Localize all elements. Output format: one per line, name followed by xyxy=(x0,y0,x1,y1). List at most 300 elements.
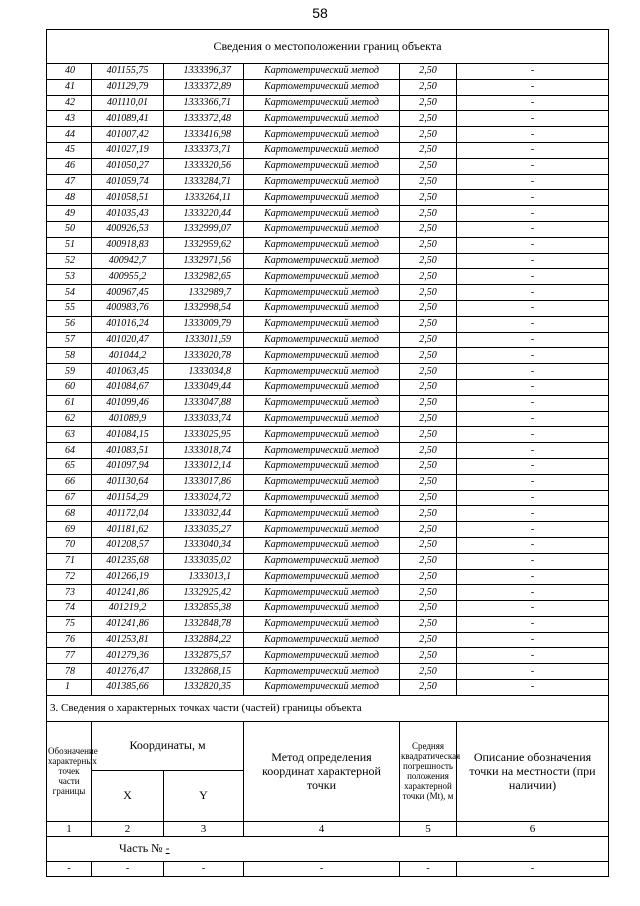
accuracy-cell: 2,50 xyxy=(400,680,457,696)
coord-y: 1333366,71 xyxy=(164,95,244,111)
description-cell: - xyxy=(457,664,609,680)
column-number: 2 xyxy=(92,821,164,836)
method-cell: Картометрический метод xyxy=(244,648,400,664)
point-number: 74 xyxy=(47,601,92,617)
coord-x: 401059,74 xyxy=(92,174,164,190)
accuracy-cell: 2,50 xyxy=(400,490,457,506)
accuracy-cell: 2,50 xyxy=(400,158,457,174)
header-method: Метод определения координат характерной точки xyxy=(244,721,400,821)
accuracy-cell: 2,50 xyxy=(400,616,457,632)
table-row xyxy=(47,269,609,285)
coord-y: 1332848,78 xyxy=(164,616,244,632)
accuracy-cell: 2,50 xyxy=(400,601,457,617)
description-cell: - xyxy=(457,632,609,648)
description-cell: - xyxy=(457,300,609,316)
table-row xyxy=(47,142,609,158)
method-cell: Картометрический метод xyxy=(244,680,400,696)
description-cell: - xyxy=(457,379,609,395)
description-cell: - xyxy=(457,285,609,301)
point-number: 41 xyxy=(47,79,92,95)
coord-x: 401110,01 xyxy=(92,95,164,111)
table-row xyxy=(47,616,609,632)
coord-x: 401027,19 xyxy=(92,142,164,158)
coord-y: 1333024,72 xyxy=(164,490,244,506)
coord-x: 401089,9 xyxy=(92,411,164,427)
point-number: 49 xyxy=(47,206,92,222)
coord-y: 1332875,57 xyxy=(164,648,244,664)
coord-x: 401208,57 xyxy=(92,537,164,553)
table-row xyxy=(47,316,609,332)
coord-y: 1333396,37 xyxy=(164,64,244,80)
point-number: 67 xyxy=(47,490,92,506)
point-number: 43 xyxy=(47,111,92,127)
method-cell: Картометрический метод xyxy=(244,79,400,95)
coord-y: 1332925,42 xyxy=(164,585,244,601)
section3-title-row xyxy=(47,695,609,721)
coord-y: 1333035,02 xyxy=(164,553,244,569)
coord-y: 1333020,78 xyxy=(164,348,244,364)
page-number: 58 xyxy=(312,5,328,21)
coord-y: 1333373,71 xyxy=(164,142,244,158)
table-row xyxy=(47,395,609,411)
point-number: 58 xyxy=(47,348,92,364)
coord-y: 1332855,38 xyxy=(164,601,244,617)
method-cell: Картометрический метод xyxy=(244,395,400,411)
point-number: 63 xyxy=(47,427,92,443)
coord-x: 401172,04 xyxy=(92,506,164,522)
accuracy-cell: 2,50 xyxy=(400,348,457,364)
accuracy-cell: 2,50 xyxy=(400,79,457,95)
table-row xyxy=(47,664,609,680)
description-cell: - xyxy=(457,269,609,285)
method-cell: Картометрический метод xyxy=(244,127,400,143)
table-row xyxy=(47,332,609,348)
method-cell: Картометрический метод xyxy=(244,443,400,459)
method-cell: Картометрический метод xyxy=(244,632,400,648)
coord-x: 401130,64 xyxy=(92,474,164,490)
coord-x: 401241,86 xyxy=(92,616,164,632)
description-cell: - xyxy=(457,601,609,617)
description-cell: - xyxy=(457,522,609,538)
point-number: 62 xyxy=(47,411,92,427)
accuracy-cell: 2,50 xyxy=(400,585,457,601)
point-number: 46 xyxy=(47,158,92,174)
description-cell: - xyxy=(457,537,609,553)
coord-x: 401044,2 xyxy=(92,348,164,364)
accuracy-cell: 2,50 xyxy=(400,237,457,253)
point-number: 45 xyxy=(47,142,92,158)
description-cell: - xyxy=(457,111,609,127)
table-row xyxy=(47,237,609,253)
description-cell: - xyxy=(457,158,609,174)
coord-x: 400967,45 xyxy=(92,285,164,301)
coord-x: 401035,43 xyxy=(92,206,164,222)
part-row xyxy=(47,836,609,861)
method-cell: Картометрический метод xyxy=(244,269,400,285)
description-cell: - xyxy=(457,569,609,585)
method-cell: Картометрический метод xyxy=(244,158,400,174)
point-number: 60 xyxy=(47,379,92,395)
coord-y: 1333320,56 xyxy=(164,158,244,174)
dash-cell: - xyxy=(164,861,244,876)
accuracy-cell: 2,50 xyxy=(400,190,457,206)
table-row xyxy=(47,648,609,664)
table-row xyxy=(47,300,609,316)
accuracy-cell: 2,50 xyxy=(400,364,457,380)
coord-x: 401385,66 xyxy=(92,680,164,696)
coord-y: 1333009,79 xyxy=(164,316,244,332)
description-cell: - xyxy=(457,142,609,158)
dash-cell: - xyxy=(244,861,400,876)
dash-cell: - xyxy=(457,861,609,876)
method-cell: Картометрический метод xyxy=(244,348,400,364)
coord-y: 1333264,11 xyxy=(164,190,244,206)
point-number: 53 xyxy=(47,269,92,285)
table-row xyxy=(47,427,609,443)
table-row xyxy=(47,64,609,80)
method-cell: Картометрический метод xyxy=(244,411,400,427)
accuracy-cell: 2,50 xyxy=(400,127,457,143)
table-row xyxy=(47,458,609,474)
point-number: 48 xyxy=(47,190,92,206)
column-number: 3 xyxy=(164,821,244,836)
table-row xyxy=(47,364,609,380)
header-x: X xyxy=(92,770,164,821)
accuracy-cell: 2,50 xyxy=(400,206,457,222)
coord-y: 1332989,7 xyxy=(164,285,244,301)
method-cell: Картометрический метод xyxy=(244,174,400,190)
coord-y: 1333017,86 xyxy=(164,474,244,490)
coord-x: 400983,76 xyxy=(92,300,164,316)
accuracy-cell: 2,50 xyxy=(400,174,457,190)
description-cell: - xyxy=(457,474,609,490)
point-number: 40 xyxy=(47,64,92,80)
point-number: 68 xyxy=(47,506,92,522)
description-cell: - xyxy=(457,506,609,522)
point-number: 57 xyxy=(47,332,92,348)
table-row xyxy=(47,379,609,395)
coord-x: 401097,94 xyxy=(92,458,164,474)
point-number: 42 xyxy=(47,95,92,111)
description-cell: - xyxy=(457,364,609,380)
table-row xyxy=(47,506,609,522)
accuracy-cell: 2,50 xyxy=(400,537,457,553)
table-row xyxy=(47,95,609,111)
table-row xyxy=(47,585,609,601)
point-number: 51 xyxy=(47,237,92,253)
coord-x: 401266,19 xyxy=(92,569,164,585)
point-number: 66 xyxy=(47,474,92,490)
method-cell: Картометрический метод xyxy=(244,569,400,585)
table-row xyxy=(47,553,609,569)
point-number: 75 xyxy=(47,616,92,632)
description-cell: - xyxy=(457,427,609,443)
coord-x: 400918,83 xyxy=(92,237,164,253)
header-description: Описание обозначения точки на местности (при наличии) xyxy=(457,721,609,821)
table-row xyxy=(47,348,609,364)
coord-y: 1333049,44 xyxy=(164,379,244,395)
table-title-row xyxy=(47,30,609,64)
coord-x: 401007,42 xyxy=(92,127,164,143)
table-row xyxy=(47,253,609,269)
description-cell: - xyxy=(457,490,609,506)
accuracy-cell: 2,50 xyxy=(400,379,457,395)
accuracy-cell: 2,50 xyxy=(400,427,457,443)
method-cell: Картометрический метод xyxy=(244,253,400,269)
section3-title: 3. Сведения о характерных точках части (частей) границы объекта xyxy=(47,695,609,721)
coord-x: 401020,47 xyxy=(92,332,164,348)
method-cell: Картометрический метод xyxy=(244,111,400,127)
coord-y: 1333032,44 xyxy=(164,506,244,522)
coord-y: 1333011,59 xyxy=(164,332,244,348)
coord-x: 401241,86 xyxy=(92,585,164,601)
header-y: Y xyxy=(164,770,244,821)
coord-x: 400926,53 xyxy=(92,221,164,237)
coord-y: 1333012,14 xyxy=(164,458,244,474)
table-row xyxy=(47,601,609,617)
part-label: Часть № xyxy=(119,841,163,856)
coord-x: 401276,47 xyxy=(92,664,164,680)
description-cell: - xyxy=(457,648,609,664)
description-cell: - xyxy=(457,127,609,143)
coord-x: 401084,67 xyxy=(92,379,164,395)
point-number: 69 xyxy=(47,522,92,538)
description-cell: - xyxy=(457,411,609,427)
table-row xyxy=(47,537,609,553)
accuracy-cell: 2,50 xyxy=(400,648,457,664)
point-number: 76 xyxy=(47,632,92,648)
coord-x: 401083,51 xyxy=(92,443,164,459)
coord-x: 401279,36 xyxy=(92,648,164,664)
description-cell: - xyxy=(457,553,609,569)
coord-y: 1333018,74 xyxy=(164,443,244,459)
accuracy-cell: 2,50 xyxy=(400,64,457,80)
table-row xyxy=(47,174,609,190)
coord-y: 1332959,62 xyxy=(164,237,244,253)
coord-y: 1333372,89 xyxy=(164,79,244,95)
accuracy-cell: 2,50 xyxy=(400,395,457,411)
method-cell: Картометрический метод xyxy=(244,142,400,158)
coord-y: 1333416,98 xyxy=(164,127,244,143)
accuracy-cell: 2,50 xyxy=(400,95,457,111)
accuracy-cell: 2,50 xyxy=(400,253,457,269)
table-row xyxy=(47,490,609,506)
header-coordinates: Координаты, м xyxy=(92,721,244,770)
description-cell: - xyxy=(457,253,609,269)
coord-x: 401016,24 xyxy=(92,316,164,332)
accuracy-cell: 2,50 xyxy=(400,506,457,522)
method-cell: Картометрический метод xyxy=(244,553,400,569)
column-number-row xyxy=(47,821,609,836)
point-number: 1 xyxy=(47,680,92,696)
description-cell: - xyxy=(457,616,609,632)
coord-y: 1332998,54 xyxy=(164,300,244,316)
column-number: 4 xyxy=(244,821,400,836)
boundary-table xyxy=(46,29,609,877)
table-row xyxy=(47,158,609,174)
coord-x: 401099,46 xyxy=(92,395,164,411)
coord-x: 401089,41 xyxy=(92,111,164,127)
coord-y: 1333040,34 xyxy=(164,537,244,553)
point-number: 64 xyxy=(47,443,92,459)
method-cell: Картометрический метод xyxy=(244,474,400,490)
description-cell: - xyxy=(457,79,609,95)
description-cell: - xyxy=(457,395,609,411)
coord-y: 1333372,48 xyxy=(164,111,244,127)
coord-x: 401050,27 xyxy=(92,158,164,174)
description-cell: - xyxy=(457,190,609,206)
coord-y: 1332820,35 xyxy=(164,680,244,696)
section3-header-row xyxy=(47,721,609,770)
table-row xyxy=(47,680,609,696)
table-row xyxy=(47,206,609,222)
method-cell: Картометрический метод xyxy=(244,458,400,474)
method-cell: Картометрический метод xyxy=(244,616,400,632)
description-cell: - xyxy=(457,237,609,253)
table-row xyxy=(47,111,609,127)
table-row xyxy=(47,221,609,237)
part-cell xyxy=(47,836,609,861)
table-row xyxy=(47,127,609,143)
coord-x: 401219,2 xyxy=(92,601,164,617)
accuracy-cell: 2,50 xyxy=(400,569,457,585)
method-cell: Картометрический метод xyxy=(244,506,400,522)
empty-part-row xyxy=(47,861,609,876)
description-cell: - xyxy=(457,174,609,190)
table-row xyxy=(47,569,609,585)
dash-cell: - xyxy=(47,861,92,876)
coord-y: 1333047,88 xyxy=(164,395,244,411)
point-number: 54 xyxy=(47,285,92,301)
coord-y: 1333284,71 xyxy=(164,174,244,190)
point-number: 47 xyxy=(47,174,92,190)
coord-y: 1332884,22 xyxy=(164,632,244,648)
coord-x: 400955,2 xyxy=(92,269,164,285)
coord-x: 401155,75 xyxy=(92,64,164,80)
accuracy-cell: 2,50 xyxy=(400,553,457,569)
point-number: 78 xyxy=(47,664,92,680)
dash-cell: - xyxy=(400,861,457,876)
coord-y: 1332868,15 xyxy=(164,664,244,680)
accuracy-cell: 2,50 xyxy=(400,285,457,301)
point-number: 61 xyxy=(47,395,92,411)
coord-x: 401129,79 xyxy=(92,79,164,95)
description-cell: - xyxy=(457,206,609,222)
table-row xyxy=(47,411,609,427)
point-number: 56 xyxy=(47,316,92,332)
table-row xyxy=(47,285,609,301)
method-cell: Картометрический метод xyxy=(244,601,400,617)
method-cell: Картометрический метод xyxy=(244,490,400,506)
table-row xyxy=(47,632,609,648)
coord-x: 401181,62 xyxy=(92,522,164,538)
accuracy-cell: 2,50 xyxy=(400,142,457,158)
column-number: 1 xyxy=(47,821,92,836)
accuracy-cell: 2,50 xyxy=(400,300,457,316)
method-cell: Картометрический метод xyxy=(244,190,400,206)
coord-y: 1333034,8 xyxy=(164,364,244,380)
table-title: Сведения о местоположении границ объекта xyxy=(47,30,609,64)
accuracy-cell: 2,50 xyxy=(400,111,457,127)
coord-x: 401235,68 xyxy=(92,553,164,569)
method-cell: Картометрический метод xyxy=(244,427,400,443)
point-number: 77 xyxy=(47,648,92,664)
accuracy-cell: 2,50 xyxy=(400,411,457,427)
method-cell: Картометрический метод xyxy=(244,64,400,80)
method-cell: Картометрический метод xyxy=(244,285,400,301)
method-cell: Картометрический метод xyxy=(244,379,400,395)
coord-y: 1333025,95 xyxy=(164,427,244,443)
table-row xyxy=(47,190,609,206)
method-cell: Картометрический метод xyxy=(244,537,400,553)
description-cell: - xyxy=(457,680,609,696)
description-cell: - xyxy=(457,585,609,601)
table-row xyxy=(47,79,609,95)
accuracy-cell: 2,50 xyxy=(400,269,457,285)
method-cell: Картометрический метод xyxy=(244,522,400,538)
description-cell: - xyxy=(457,458,609,474)
coord-y: 1333013,1 xyxy=(164,569,244,585)
point-number: 44 xyxy=(47,127,92,143)
description-cell: - xyxy=(457,95,609,111)
coord-x: 401084,15 xyxy=(92,427,164,443)
accuracy-cell: 2,50 xyxy=(400,316,457,332)
coord-y: 1332999,07 xyxy=(164,221,244,237)
accuracy-cell: 2,50 xyxy=(400,458,457,474)
method-cell: Картометрический метод xyxy=(244,332,400,348)
accuracy-cell: 2,50 xyxy=(400,664,457,680)
table-row xyxy=(47,522,609,538)
description-cell: - xyxy=(457,221,609,237)
header-point-designation: Обозначение характерных точек части границы xyxy=(47,721,92,821)
accuracy-cell: 2,50 xyxy=(400,522,457,538)
point-number: 50 xyxy=(47,221,92,237)
accuracy-cell: 2,50 xyxy=(400,632,457,648)
method-cell: Картометрический метод xyxy=(244,237,400,253)
coord-x: 401154,29 xyxy=(92,490,164,506)
coord-y: 1332971,56 xyxy=(164,253,244,269)
method-cell: Картометрический метод xyxy=(244,300,400,316)
description-cell: - xyxy=(457,332,609,348)
point-number: 72 xyxy=(47,569,92,585)
method-cell: Картометрический метод xyxy=(244,221,400,237)
accuracy-cell: 2,50 xyxy=(400,332,457,348)
accuracy-cell: 2,50 xyxy=(400,443,457,459)
coord-x: 401058,51 xyxy=(92,190,164,206)
coord-y: 1333220,44 xyxy=(164,206,244,222)
point-number: 59 xyxy=(47,364,92,380)
description-cell: - xyxy=(457,348,609,364)
column-number: 6 xyxy=(457,821,609,836)
column-number: 5 xyxy=(400,821,457,836)
coord-y: 1333035,27 xyxy=(164,522,244,538)
header-accuracy: Средняя квадратическая погрешность положения характерной точки (Mt), м xyxy=(400,721,457,821)
description-cell: - xyxy=(457,64,609,80)
coord-x: 401253,81 xyxy=(92,632,164,648)
method-cell: Картометрический метод xyxy=(244,585,400,601)
description-cell: - xyxy=(457,443,609,459)
coord-x: 401063,45 xyxy=(92,364,164,380)
point-number: 70 xyxy=(47,537,92,553)
method-cell: Картометрический метод xyxy=(244,206,400,222)
method-cell: Картометрический метод xyxy=(244,364,400,380)
point-number: 52 xyxy=(47,253,92,269)
point-number: 55 xyxy=(47,300,92,316)
accuracy-cell: 2,50 xyxy=(400,474,457,490)
coord-x: 400942,7 xyxy=(92,253,164,269)
method-cell: Картометрический метод xyxy=(244,664,400,680)
method-cell: Картометрический метод xyxy=(244,316,400,332)
